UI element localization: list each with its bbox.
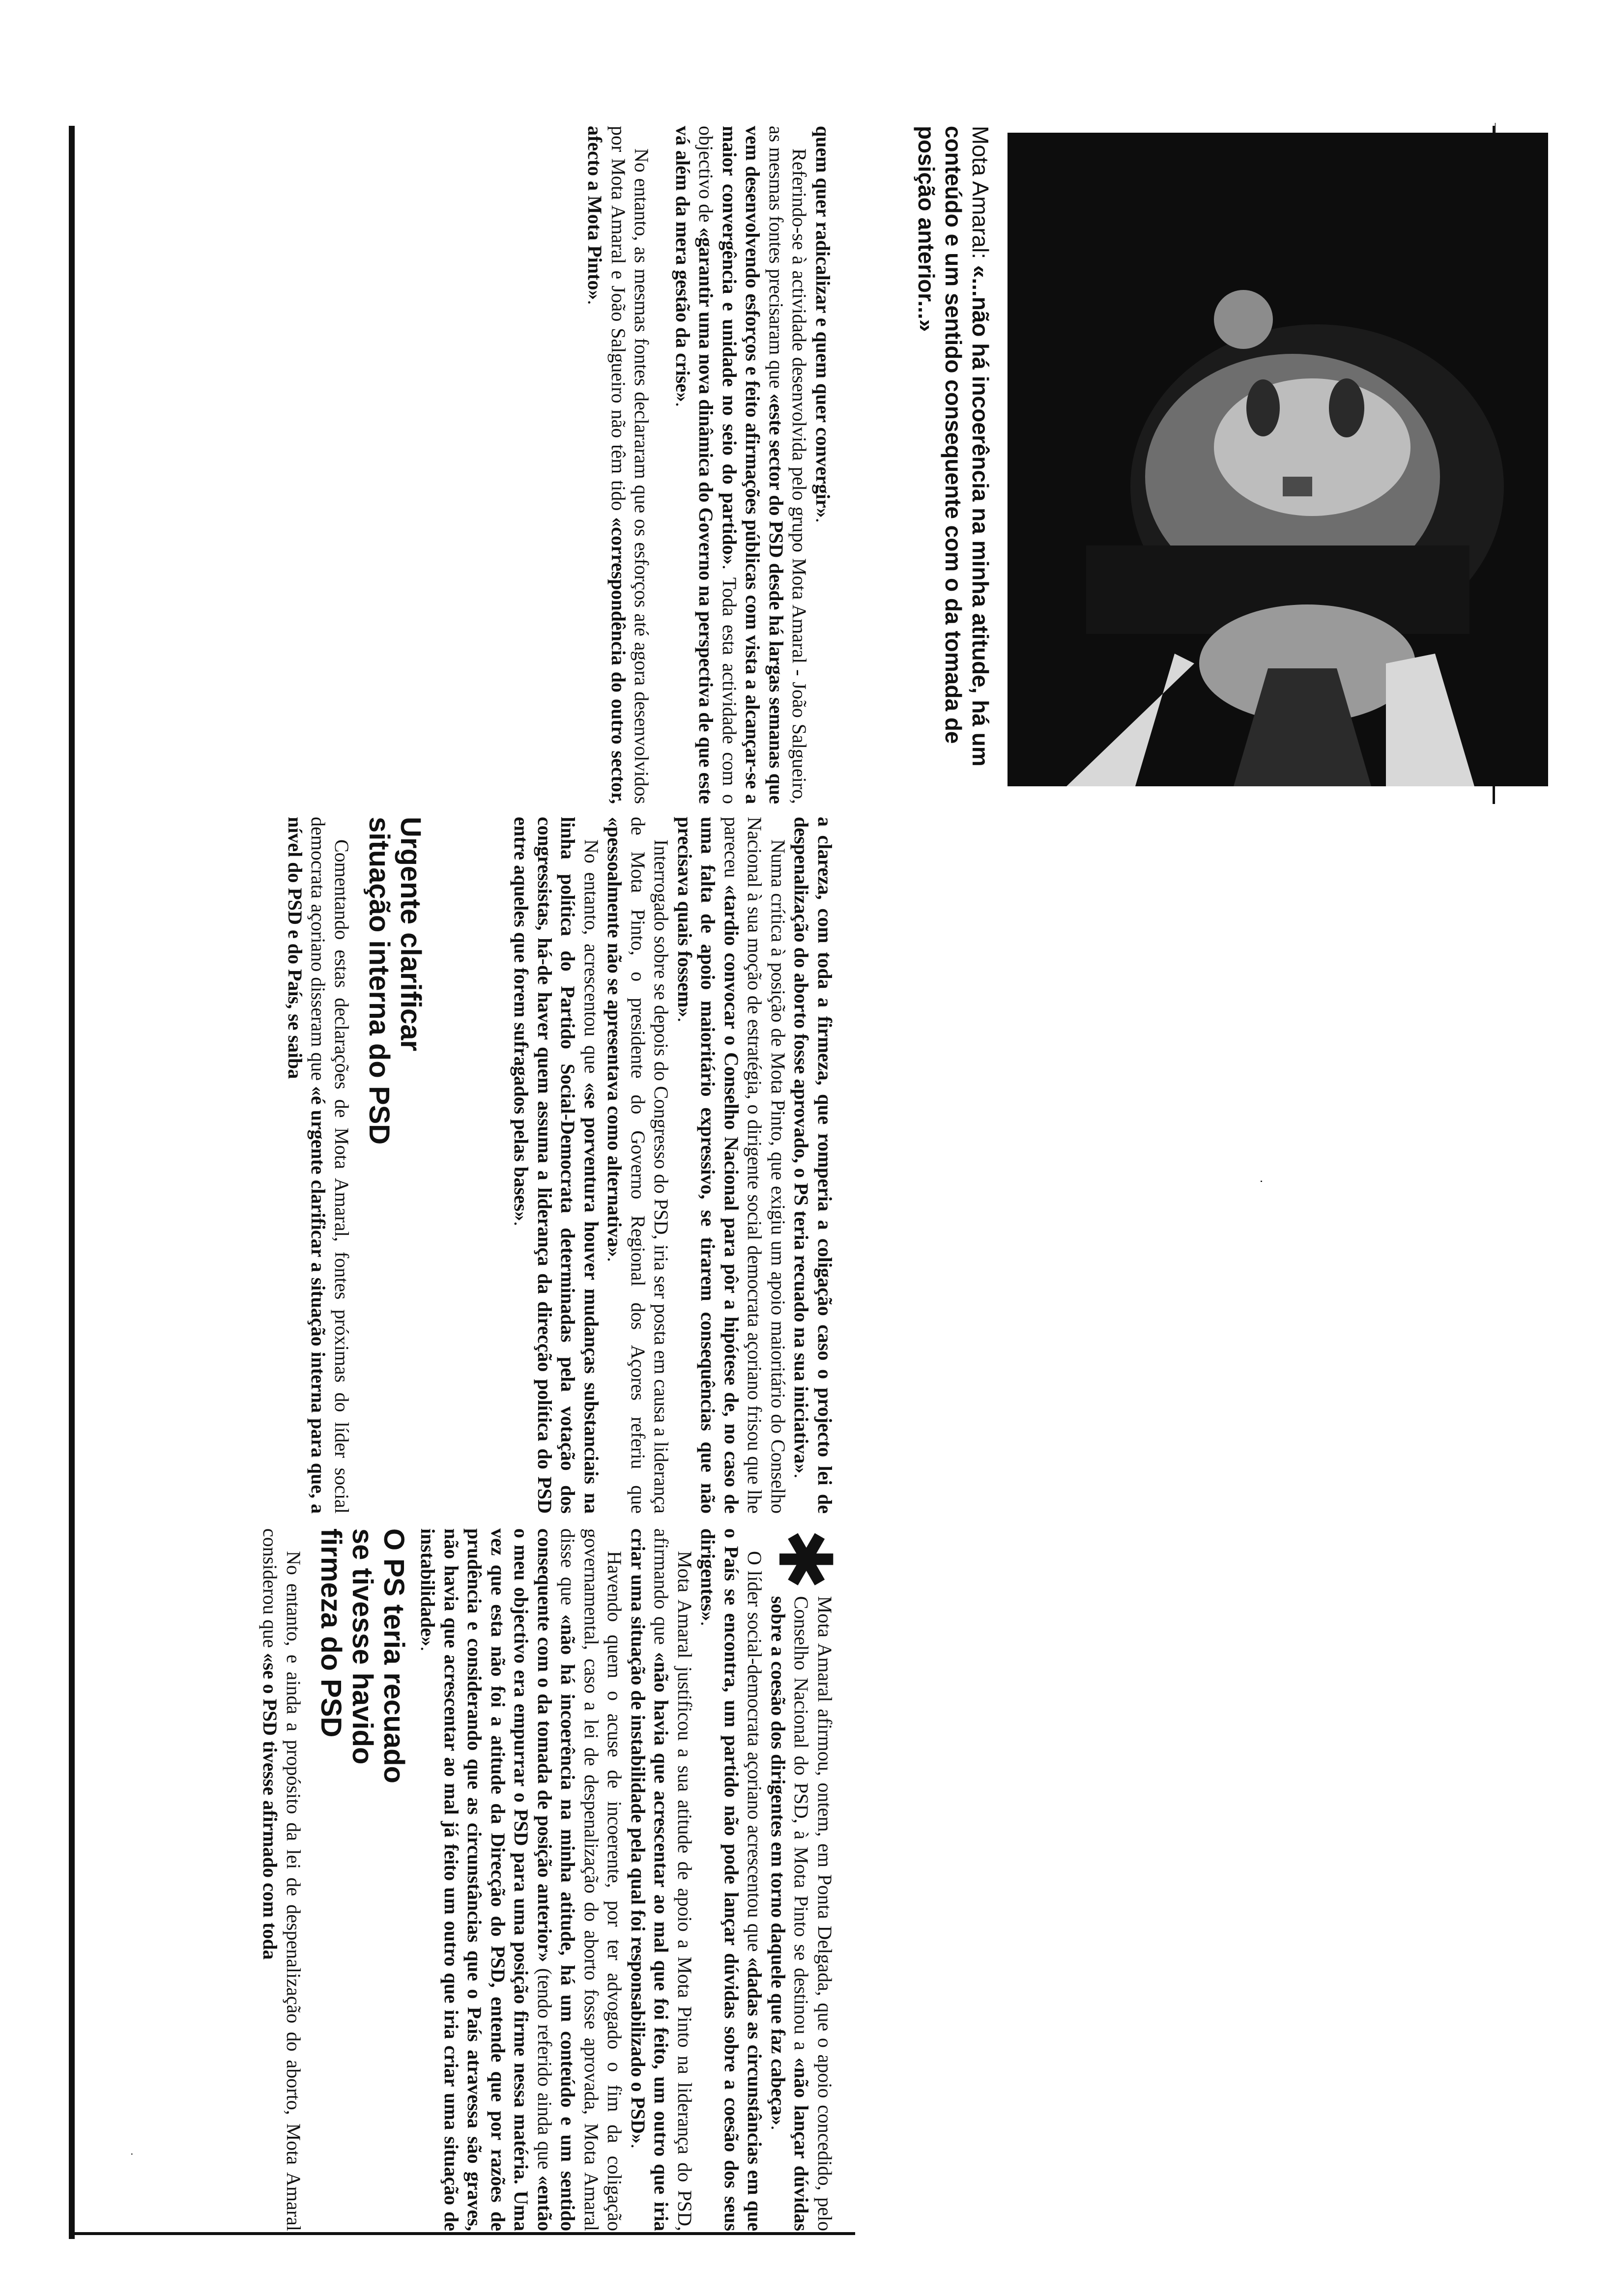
col2-p4c: . <box>510 1221 533 1226</box>
col2-p2b: «tardio convocar o Conselho Nacional para pôr a hipótese de, no caso de uma falta de apoio maioritário expressivo, se tirarem consequências que não precisava quais fossem» <box>674 817 743 1514</box>
col2-p1a: a clareza, com toda a firmeza, que romperia a coligação caso o projecto lei de despenalização do aborto fosse aprovado, o PS teria recuado na sua iniciativa» <box>790 817 836 1514</box>
asterisk-icon: ✱ <box>762 1528 847 1590</box>
bottom-rule <box>69 126 75 2239</box>
caption-quote: «...não há incoerência na minha atitude, há um conteúdo e um sentido consequente com o da tomada de posição anterior...» <box>914 126 993 767</box>
subheading-ps-recuado <box>315 1528 409 2231</box>
col1-p3c: . <box>627 2144 649 2149</box>
col3-p2d: «garantir uma nova dinâmica do Governo na perspectiva de que este vá além da mera gestão da crise» <box>672 126 718 804</box>
subheading-urgente <box>363 817 426 1514</box>
col1-p5a: No entanto, e ainda a propósito da lei de despenalização do aborto, Mota Amaral considerou que <box>259 1528 305 2231</box>
col2-p2a: Numa crítica à posição de Mota Pinto, que exigiu um apoio maioritário do Conselho Nacional à sua moção de estratégia, o dirigente social democrata açoriano frisou que lhe pareceu <box>720 817 789 1514</box>
scan-speck: · <box>126 2152 138 2156</box>
col1-p2c: . <box>697 1621 720 1626</box>
article-column-3 <box>583 126 835 804</box>
col1-p3b: «não havia que acrescentar ao mal que foi feito, um outro que iria criar uma situação de instabilidade pela qual foi responsabilizado o PSD» <box>627 1528 673 2231</box>
col3-p2a: Referindo-se à actividade desenvolvida pelo grupo Mota Amaral - João Salgueiro, as mesmas fontes precisaram que <box>765 126 811 804</box>
col1-p4b: «não há incoerência na minha atitude, há um conteúdo e um sentido consequente com o da tomada de posição anterior» <box>534 1528 579 2231</box>
col3-p1-end: . <box>812 517 834 523</box>
col2-p3a: Interrogado sobre se depois do Congresso do PSD, iria ser posta em causa a liderança de Mota Pinto, o presidente do Governo Regional dos Açores referiu que <box>627 817 673 1514</box>
col1-p4a: Havendo quem o acuse de incoerente, por ter advogado o fim da coligação governamental, caso a lei de despenalização do aborto fosse aprovada, Mota Amaral disse que <box>557 1528 626 2231</box>
col1-p5b: «se o PSD tivesse afirmado com toda <box>259 1653 282 1960</box>
scan-speck: · <box>1254 1179 1268 1183</box>
col2-p3c: . <box>604 1257 626 1262</box>
col1-p4d: «então o meu objectivo era empurrar o PSD para uma posição firme nessa matéria. Uma vez que esta não foi a atitude da Direcção do PSD, entende que por razões de prudência e considerando que as circunstâncias que o País atravessa são graves, não havia que acrescentar ao mal já feito um outro que iria criar uma situação de instabilidade» <box>417 1528 556 2231</box>
caption-name: Mota Amaral: <box>968 126 993 265</box>
photo-caption <box>913 126 994 804</box>
col1-p1a: Mota Amaral afirmou, ontem, em Ponta Delgada, que o apoio concedido, pelo Conselho Nacional do PSD, à Mota Pinto se destinou a <box>790 1596 836 2231</box>
col2-p2c: . <box>674 1017 696 1023</box>
col1-heading-line-1: O PS teria recuado <box>378 1528 410 1783</box>
col1-p4e: . <box>417 1646 439 1652</box>
photo-mota-amaral <box>1008 133 1548 786</box>
article-column-1 <box>259 1528 847 2231</box>
col3-p3c: . <box>584 300 606 305</box>
col1-p2b: «dadas as circunstâncias em que o País se encontra, um partido não pode lançar dúvidas sobre a coesão dos seus dirigentes» <box>697 1528 766 2231</box>
col2-heading-line-2: situação interna do PSD <box>363 817 395 1145</box>
col3-p3b: «correspondência do outro sector, afecto a Mota Pinto» <box>584 126 630 804</box>
col1-p3a: Mota Amaral justificou a sua atitude de apoio a Mota Pinto na liderança do PSD, afirmando que <box>650 1528 696 2231</box>
col3-p2c: . Toda esta actividade com o objectivo de <box>695 126 741 804</box>
col1-p1c: . <box>767 2125 789 2130</box>
col1-heading-line-3: firmeza do PSD <box>315 1528 347 1738</box>
left-edge-rule <box>69 2232 855 2235</box>
col3-p1: quem quer radicalizar e quem quer convergir» <box>812 126 834 518</box>
col1-heading-line-2: se tivesse havido <box>346 1528 378 1765</box>
col2-p5a: Comentando estas declarações de Mota Amaral, fontes próximas do líder social democrata açoriano disseram que <box>307 817 353 1514</box>
col2-heading-line-1: Urgente clarificar <box>395 817 427 1052</box>
col3-p2b: «este sector do PSD desde há largas semanas que vem desenvolvendo esforços e feito afirmações públicas com vista a alcançar-se a maior convergência e unidade no seio do partido» <box>719 126 787 804</box>
col3-p2e: . <box>672 402 694 407</box>
col1-p4c: (tendo referido ainda que <box>534 1962 556 2176</box>
col2-p3b: «pessoalmente não se apresentava como alternativa» <box>604 817 626 1257</box>
col3-p3a: No entanto, as mesmas fontes declararam que os esforços até agora desenvolvidos por Mota Amaral e João Salgueiro não têm tido <box>607 126 653 804</box>
col1-p1b: «não lançar dúvidas sobre a coesão dos dirigentes em torno daquele que faz cabeça» <box>767 1596 813 2231</box>
col2-p4b: «se porventura houver mudanças substanciais na linha política do Partido Social-Democrata determinadas pela votação dos congressistas, há-de haver quem assuma a liderança da direcção política do PSD entre aqueles que forem sufragados pelas bases» <box>510 817 603 1514</box>
col1-p2a: O líder social-democrata açoriano acrescentou que <box>744 1551 766 1957</box>
col2-p5b: «é urgente clarificar a situação interna para que, a nível do PSD e do País, se saiba <box>284 817 330 1514</box>
col2-p4a: No entanto, acrescentou que <box>580 839 603 1083</box>
col2-p1b: . <box>790 1473 813 1479</box>
article-column-2 <box>284 817 837 1514</box>
